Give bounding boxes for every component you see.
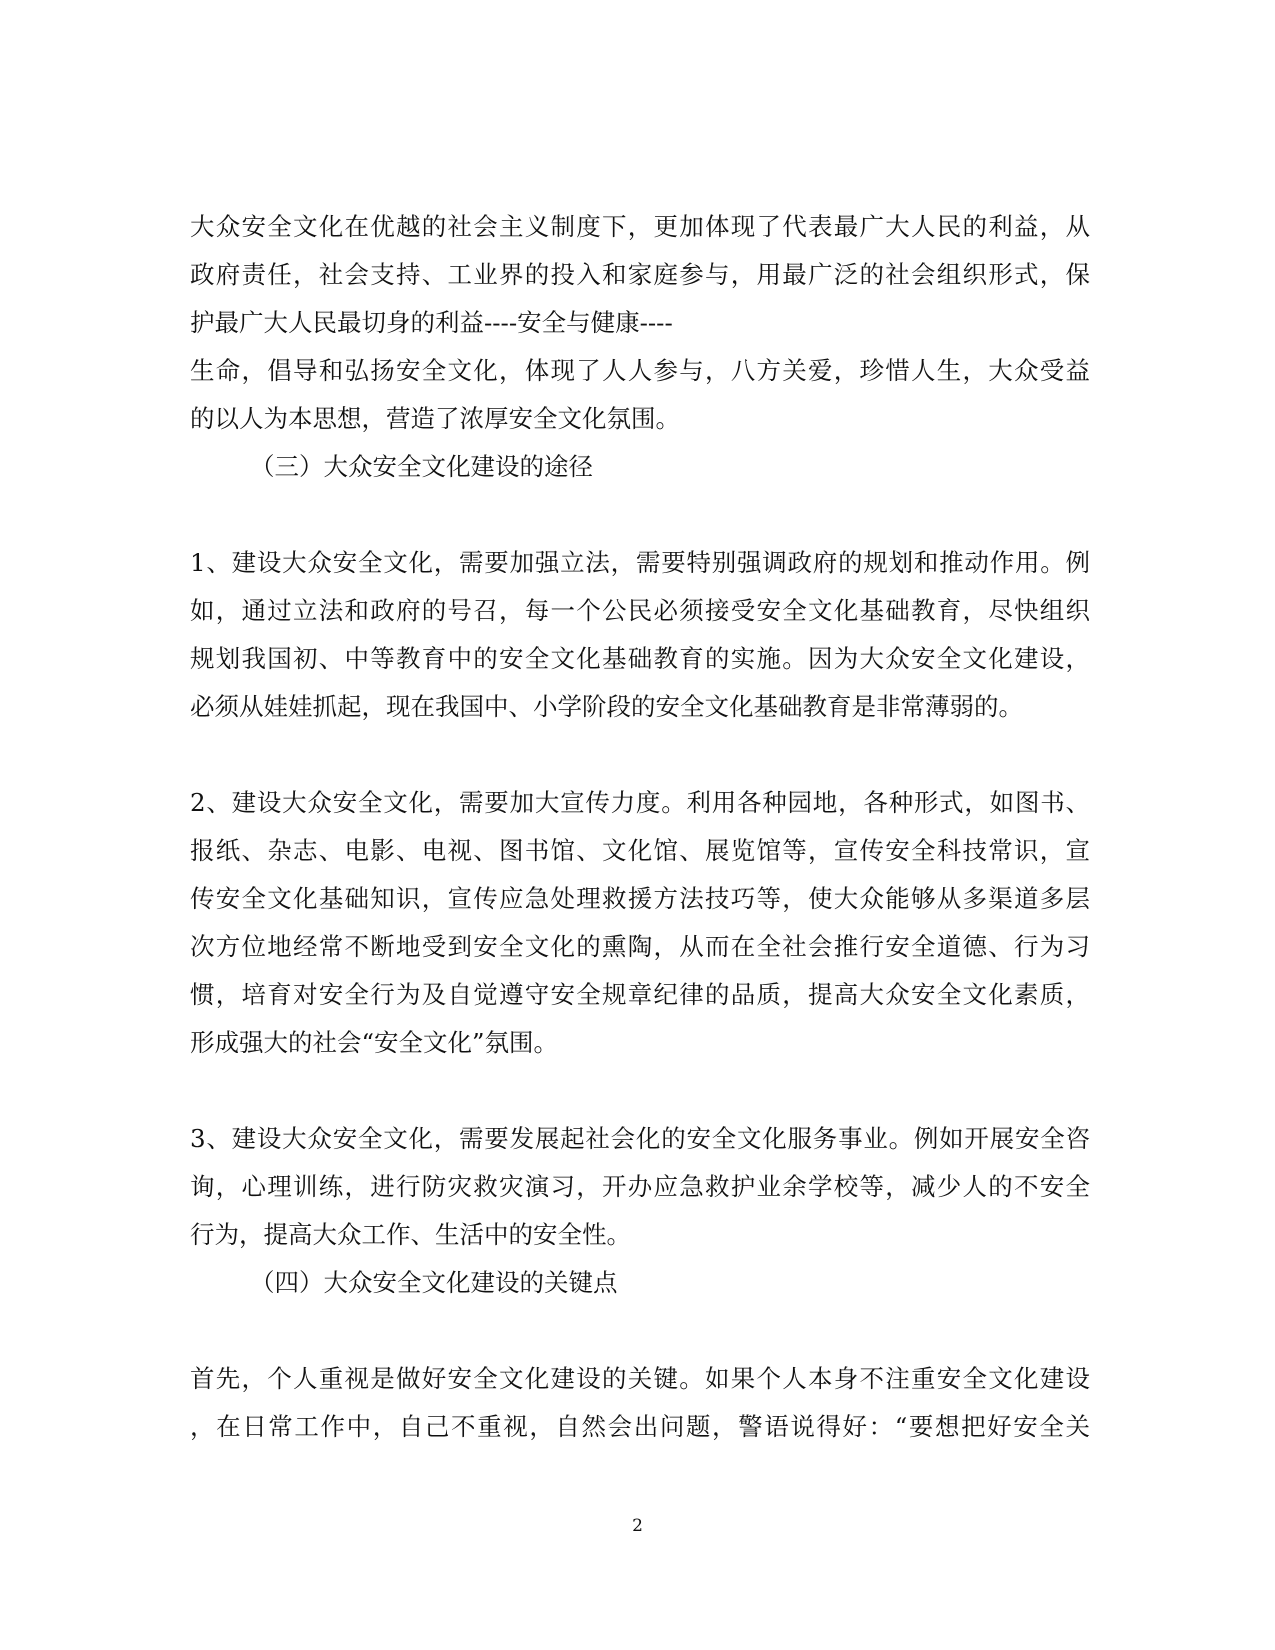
paragraph-gap: [190, 491, 1090, 539]
paragraph-line: 传安全文化基础知识，宣传应急处理救援方法技巧等，使大众能够从多渠道多层: [190, 884, 1090, 913]
paragraph-gap: [190, 1067, 1090, 1115]
paragraph-line: 首先，个人重视是做好安全文化建设的关键。如果个人本身不注重安全文化建设: [190, 1364, 1090, 1393]
paragraph-line: 1、建设大众安全文化，需要加强立法，需要特别强调政府的规划和推动作用。例: [190, 548, 1090, 577]
paragraph-line: 询，心理训练，进行防灾救灾演习，开办应急救护业余学校等，减少人的不安全: [190, 1172, 1090, 1201]
paragraph-line: 2、建设大众安全文化，需要加大宣传力度。利用各种园地，各种形式，如图书、: [190, 788, 1090, 817]
paragraph-line: 次方位地经常不断地受到安全文化的熏陶，从而在全社会推行安全道德、行为习: [190, 932, 1090, 961]
paragraph-line: 惯，培育对安全行为及自觉遵守安全规章纪律的品质，提高大众安全文化素质，: [190, 980, 1090, 1009]
section-heading: （三）大众安全文化建设的途径: [250, 452, 593, 481]
paragraph-line: 形成强大的社会“安全文化”氛围。: [190, 1028, 559, 1057]
paragraph-line: 行为，提高大众工作、生活中的安全性。: [190, 1220, 631, 1249]
paragraph-line: 必须从娃娃抓起，现在我国中、小学阶段的安全文化基础教育是非常薄弱的。: [190, 692, 1023, 721]
paragraph-gap: [190, 1307, 1090, 1355]
paragraph-line: 3、建设大众安全文化，需要发展起社会化的安全文化服务事业。例如开展安全咨: [190, 1124, 1090, 1153]
paragraph-line: 生命，倡导和弘扬安全文化，体现了人人参与，八方关爱，珍惜人生，大众受益: [190, 356, 1090, 385]
paragraph-gap: [190, 731, 1090, 779]
paragraph-line: ，在日常工作中，自己不重视，自然会出问题，警语说得好：“要想把好安全关: [190, 1412, 1090, 1441]
document-body: [190, 203, 1090, 1451]
paragraph-line: 规划我国初、中等教育中的安全文化基础教育的实施。因为大众安全文化建设，: [190, 644, 1090, 673]
paragraph-line: 护最广大人民最切身的利益----安全与健康----: [190, 308, 673, 337]
paragraph-line: 大众安全文化在优越的社会主义制度下，更加体现了代表最广大人民的利益，从: [190, 212, 1090, 241]
paragraph-line: 报纸、杂志、电影、电视、图书馆、文化馆、展览馆等，宣传安全科技常识，宣: [190, 836, 1090, 865]
page-number: 2: [632, 1516, 643, 1536]
paragraph-line: 政府责任，社会支持、工业界的投入和家庭参与，用最广泛的社会组织形式，保: [190, 260, 1090, 289]
section-heading: （四）大众安全文化建设的关键点: [250, 1268, 618, 1297]
paragraph-line: 如，通过立法和政府的号召，每一个公民必须接受安全文化基础教育，尽快组织: [190, 596, 1090, 625]
paragraph-line: 的以人为本思想，营造了浓厚安全文化氛围。: [190, 404, 680, 433]
